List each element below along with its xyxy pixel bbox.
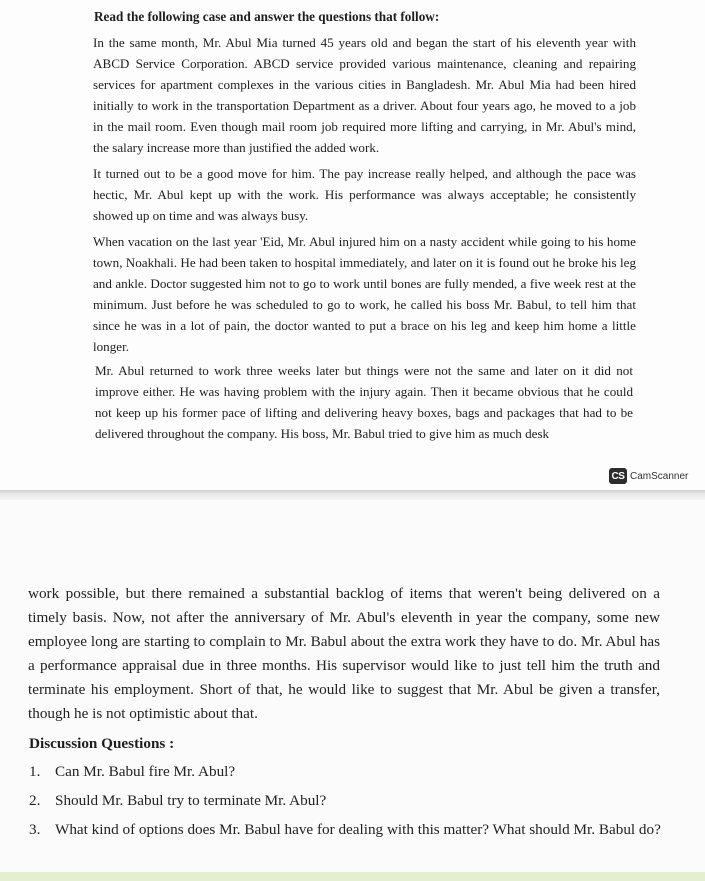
question-text: Should Mr. Babul try to terminate Mr. Abul? xyxy=(55,792,327,809)
question-number: 3. xyxy=(29,821,41,838)
case-heading: Read the following case and answer the questions that follow: xyxy=(94,9,440,24)
question-item xyxy=(29,818,679,842)
discussion-questions-heading: Discussion Questions : xyxy=(29,735,175,752)
viewer-bottom-bar xyxy=(0,872,705,881)
case-paragraph-1: In the same month, Mr. Abul Mia turned 45 years old and began the start of his eleventh year with ABCD Service Corporation. ABCD service provided various maintenance, cleaning and repairing services for apartment complexes in the various cities in Bangladesh. Mr. Abul Mia had been hired initially to work in the transportation Department as a driver. About four years ago, he moved to a job in the mail room. Even though mail room job required more lifting and carrying, in Mr. Abul's mind, the salary increase more than justified the added work. xyxy=(93,35,636,155)
question-number: 1. xyxy=(29,763,41,780)
case-paragraph-2: It turned out to be a good move for him. The pay increase really helped, and although the pace was hectic, Mr. Abul kept up with the work. His performance was always acceptable; he consistently showed up on time and was always busy. xyxy=(93,166,636,223)
question-text: Can Mr. Babul fire Mr. Abul? xyxy=(55,763,236,780)
question-number: 2. xyxy=(29,792,41,809)
question-text: What kind of options does Mr. Babul have for dealing with this matter? What should Mr. Babul do? xyxy=(55,821,661,838)
camscanner-label: CamScanner xyxy=(630,470,689,482)
question-list xyxy=(29,760,679,847)
case-continuation-paragraph: work possible, but there remained a substantial backlog of items that weren't being delivered on a timely basis. Now, not after the anniversary of Mr. Abul's eleventh in year the company, some new employee long are starting to complain to Mr. Babul about the extra work they have to do. Mr. Abul has a performance appraisal due in three months. His supervisor would like to just tell him the truth and terminate his employment. Short of that, he would like to suggest that Mr. Abul be given a transfer, though he is not optimistic about that. xyxy=(28,585,660,722)
question-item xyxy=(29,789,679,813)
question-item xyxy=(29,760,679,784)
camscanner-watermark xyxy=(609,468,688,484)
page-divider xyxy=(0,490,705,500)
case-paragraph-4: Mr. Abul returned to work three weeks later but things were not the same and later on it did not improve either. He was having problem with the injury again. Then it became obvious that he could not keep up his former pace of lifting and delivering heavy boxes, bags and packages that had to be delivered throughout the company. His boss, Mr. Babul tried to give him as much desk xyxy=(95,363,633,441)
case-paragraph-3: When vacation on the last year 'Eid, Mr. Abul injured him on a nasty accident while going to his home town, Noakhali. He had been taken to hospital immediately, and later on it is found out he broke his leg and ankle. Doctor suggested him not to go to work until bones are fully mended, a five week rest at the minimum. Just before he was scheduled to go to work, he called his boss Mr. Babul, to tell him that since he was in a lot of pain, the doctor wanted to put a brace on his leg and keep him home a little longer. xyxy=(93,234,636,354)
camscanner-logo-icon: CS xyxy=(609,468,627,484)
